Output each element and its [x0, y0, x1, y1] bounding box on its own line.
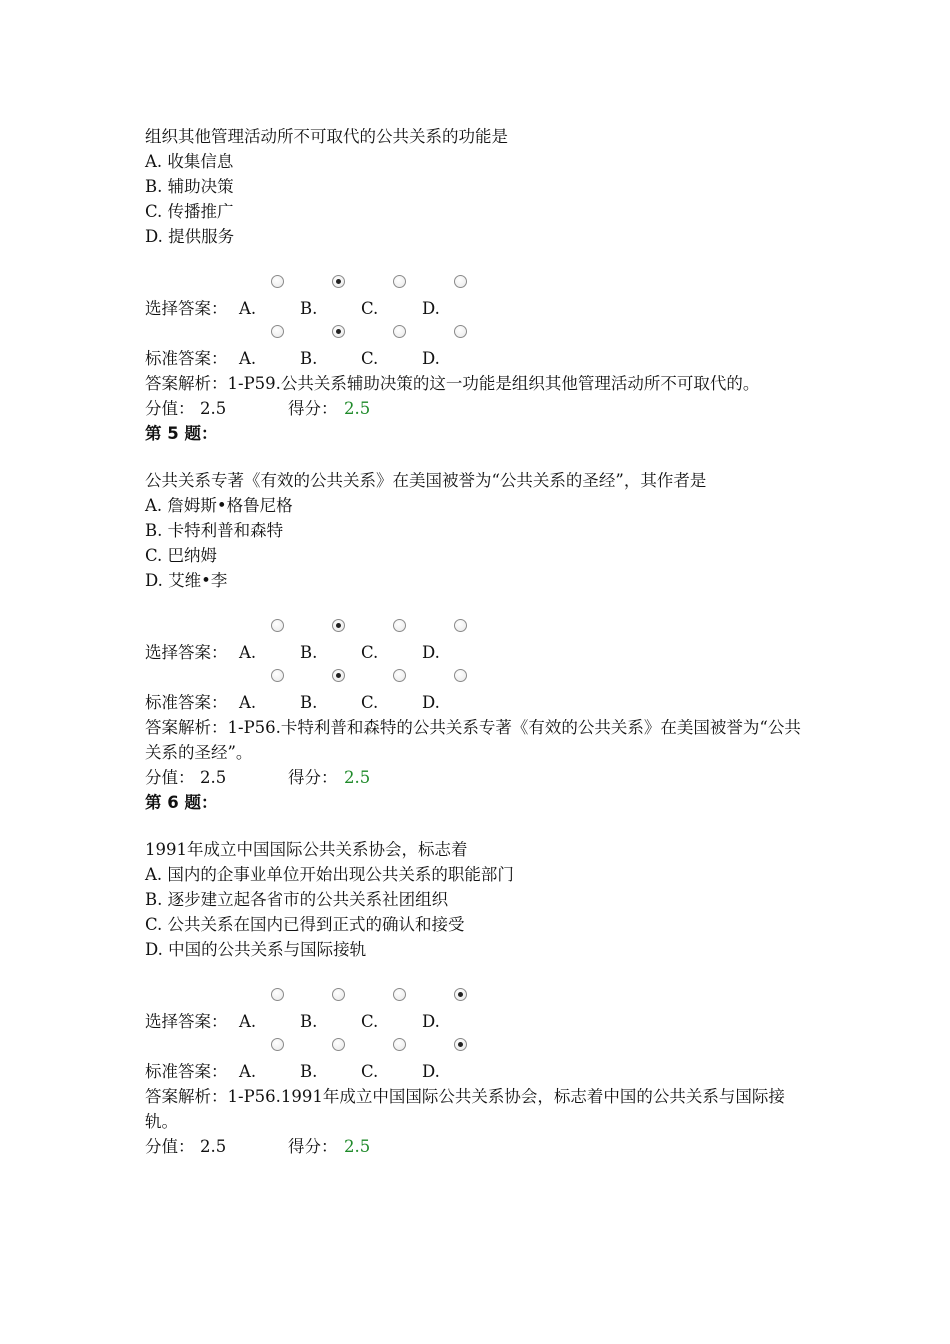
option-c: C. 巴纳姆	[145, 546, 218, 565]
answer-option-b-label: B.	[300, 1062, 318, 1081]
selected-radio-b[interactable]	[332, 619, 345, 632]
standard-answer-label: 标准答案：	[145, 349, 228, 368]
answer-option-b-label: B.	[300, 349, 318, 368]
standard-radio-a	[271, 325, 284, 338]
value-label: 分值：	[145, 399, 195, 418]
question-stem: 组织其他管理活动所不可取代的公共关系的功能是	[145, 127, 508, 146]
answer-option-d-label: D.	[422, 693, 440, 712]
standard-answer-label: 标准答案：	[145, 693, 228, 712]
value-amount: 2.5	[200, 1137, 227, 1156]
selected-radio-d[interactable]	[454, 988, 467, 1001]
score-label: 得分：	[288, 768, 338, 787]
answer-option-c-label: C.	[361, 643, 379, 662]
selected-radio-a[interactable]	[271, 275, 284, 288]
answer-analysis: 答案解析：1-P56.卡特利普和森特的公共关系专著《有效的公共关系》在美国被誉为“公共关系的圣经”。	[145, 718, 801, 762]
standard-radio-d	[454, 325, 467, 338]
value-label: 分值：	[145, 1137, 195, 1156]
option-d: D. 艾维•李	[145, 571, 228, 590]
standard-radio-b	[332, 325, 345, 338]
selected-answer-row	[145, 984, 805, 1034]
selected-radio-a[interactable]	[271, 619, 284, 632]
answer-option-d-label: D.	[422, 1062, 440, 1081]
standard-radio-d	[454, 669, 467, 682]
question-block	[145, 421, 805, 790]
standard-radio-a	[271, 669, 284, 682]
score-label: 得分：	[288, 1137, 338, 1156]
selected-answer-row	[145, 615, 805, 665]
selected-answer-label: 选择答案：	[145, 1012, 228, 1031]
option-a: A. 詹姆斯•格鲁尼格	[145, 496, 293, 515]
answer-option-a-label: A.	[239, 349, 257, 368]
selected-radio-d[interactable]	[454, 619, 467, 632]
score-amount: 2.5	[344, 768, 371, 787]
standard-radio-a	[271, 1038, 284, 1051]
question-stem: 1991年成立中国国际公共关系协会，标志着	[145, 840, 468, 859]
standard-answer-label: 标准答案：	[145, 1062, 228, 1081]
selected-radio-c[interactable]	[393, 275, 406, 288]
answer-option-a-label: A.	[239, 693, 257, 712]
selected-answer-label: 选择答案：	[145, 299, 228, 318]
answer-option-b-label: B.	[300, 1012, 318, 1031]
answer-analysis: 答案解析：1-P59.公共关系辅助决策的这一功能是组织其他管理活动所不可取代的。	[145, 374, 760, 393]
question-block	[145, 124, 805, 421]
selected-radio-c[interactable]	[393, 619, 406, 632]
selected-radio-c[interactable]	[393, 988, 406, 1001]
selected-answer-label: 选择答案：	[145, 643, 228, 662]
value-amount: 2.5	[200, 768, 227, 787]
answer-option-a-label: A.	[239, 299, 257, 318]
score-line	[145, 765, 805, 790]
answer-option-d-label: D.	[422, 1012, 440, 1031]
option-c: C. 公共关系在国内已得到正式的确认和接受	[145, 915, 465, 934]
standard-radio-b	[332, 669, 345, 682]
question-number: 第 6 题：	[145, 793, 218, 812]
answer-option-c-label: C.	[361, 299, 379, 318]
option-a: A. 收集信息	[145, 152, 234, 171]
answer-option-b-label: B.	[300, 693, 318, 712]
selected-answer-row	[145, 271, 805, 321]
option-b: B. 辅助决策	[145, 177, 234, 196]
selected-radio-a[interactable]	[271, 988, 284, 1001]
question-stem: 公共关系专著《有效的公共关系》在美国被誉为“公共关系的圣经”，其作者是	[145, 471, 707, 490]
answer-option-a-label: A.	[239, 643, 257, 662]
score-amount: 2.5	[344, 399, 371, 418]
standard-radio-b	[332, 1038, 345, 1051]
score-label: 得分：	[288, 399, 338, 418]
option-d: D. 中国的公共关系与国际接轨	[145, 940, 367, 959]
option-a: A. 国内的企事业单位开始出现公共关系的职能部门	[145, 865, 514, 884]
score-line	[145, 396, 805, 421]
answer-option-c-label: C.	[361, 349, 379, 368]
standard-radio-c	[393, 1038, 406, 1051]
exam-content	[145, 124, 805, 1159]
question-number: 第 5 题：	[145, 424, 218, 443]
answer-option-d-label: D.	[422, 349, 440, 368]
answer-option-a-label: A.	[239, 1062, 257, 1081]
standard-radio-c	[393, 669, 406, 682]
score-amount: 2.5	[344, 1137, 371, 1156]
answer-option-d-label: D.	[422, 643, 440, 662]
selected-radio-b[interactable]	[332, 275, 345, 288]
score-line	[145, 1134, 805, 1159]
value-amount: 2.5	[200, 399, 227, 418]
question-block	[145, 790, 805, 1159]
selected-radio-b[interactable]	[332, 988, 345, 1001]
option-d: D. 提供服务	[145, 227, 235, 246]
standard-answer-row	[145, 665, 805, 715]
answer-option-b-label: B.	[300, 643, 318, 662]
value-label: 分值：	[145, 768, 195, 787]
answer-option-c-label: C.	[361, 1012, 379, 1031]
standard-radio-d	[454, 1038, 467, 1051]
option-c: C. 传播推广	[145, 202, 234, 221]
answer-option-c-label: C.	[361, 693, 379, 712]
answer-option-a-label: A.	[239, 1012, 257, 1031]
option-b: B. 逐步建立起各省市的公共关系社团组织	[145, 890, 449, 909]
answer-option-d-label: D.	[422, 299, 440, 318]
answer-analysis: 答案解析：1-P56.1991年成立中国国际公共关系协会，标志着中国的公共关系与国际接轨。	[145, 1087, 785, 1131]
option-b: B. 卡特利普和森特	[145, 521, 284, 540]
answer-option-b-label: B.	[300, 299, 318, 318]
answer-option-c-label: C.	[361, 1062, 379, 1081]
selected-radio-d[interactable]	[454, 275, 467, 288]
standard-answer-row	[145, 1034, 805, 1084]
standard-answer-row	[145, 321, 805, 371]
standard-radio-c	[393, 325, 406, 338]
